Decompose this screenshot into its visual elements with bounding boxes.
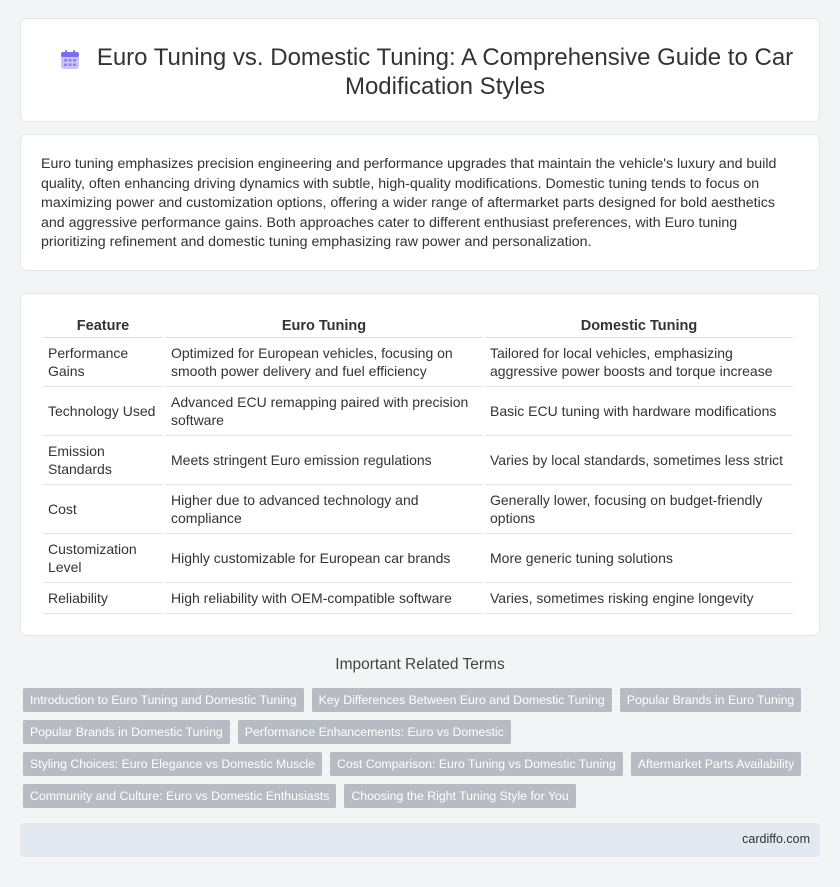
table-cell-domestic: Varies, sometimes risking engine longevity [485, 583, 793, 614]
table-cell-euro: Optimized for European vehicles, focusing on smooth power delivery and fuel efficiency [166, 338, 482, 387]
footer [20, 823, 820, 857]
comparison-card [20, 293, 820, 636]
related-term-tag[interactable]: Popular Brands in Domestic Tuning [23, 720, 230, 744]
column-header-domestic: Domestic Tuning [485, 316, 793, 338]
title-card [20, 18, 820, 122]
related-term-tag[interactable]: Key Differences Between Euro and Domestic Tuning [312, 688, 612, 712]
table-cell-feature: Technology Used [43, 387, 163, 436]
related-terms-heading: Important Related Terms [335, 656, 505, 673]
table-cell-domestic: Varies by local standards, sometimes less strict [485, 436, 793, 485]
footer-site-link[interactable]: cardiffo.com [742, 832, 810, 846]
table-cell-euro: Higher due to advanced technology and compliance [166, 485, 482, 534]
related-term-tag[interactable]: Popular Brands in Euro Tuning [620, 688, 801, 712]
intro-card [20, 134, 820, 271]
table-row [43, 534, 793, 583]
table-cell-feature: Customization Level [43, 534, 163, 583]
table-cell-euro: Meets stringent Euro emission regulations [166, 436, 482, 485]
table-cell-feature: Emission Standards [43, 436, 163, 485]
table-cell-feature: Cost [43, 485, 163, 534]
table-cell-domestic: Generally lower, focusing on budget-friendly options [485, 485, 793, 534]
table-row [43, 387, 793, 436]
related-terms-list [23, 688, 813, 808]
related-term-tag[interactable]: Choosing the Right Tuning Style for You [344, 784, 575, 808]
column-header-feature: Feature [43, 316, 163, 338]
table-cell-feature: Reliability [43, 583, 163, 614]
table-cell-euro: High reliability with OEM-compatible software [166, 583, 482, 614]
table-cell-feature: Performance Gains [43, 338, 163, 387]
table-row [43, 436, 793, 485]
comparison-table [40, 316, 796, 614]
table-row [43, 485, 793, 534]
table-cell-euro: Highly customizable for European car brands [166, 534, 482, 583]
table-cell-domestic: Tailored for local vehicles, emphasizing aggressive power boosts and torque increase [485, 338, 793, 387]
column-header-euro: Euro Tuning [166, 316, 482, 338]
table-cell-domestic: More generic tuning solutions [485, 534, 793, 583]
related-term-tag[interactable]: Cost Comparison: Euro Tuning vs Domestic Tuning [330, 752, 623, 776]
related-term-tag[interactable]: Introduction to Euro Tuning and Domestic Tuning [23, 688, 304, 712]
table-cell-euro: Advanced ECU remapping paired with precision software [166, 387, 482, 436]
related-term-tag[interactable]: Aftermarket Parts Availability [631, 752, 801, 776]
table-cell-domestic: Basic ECU tuning with hardware modifications [485, 387, 793, 436]
page-title: Euro Tuning vs. Domestic Tuning: A Comprehensive Guide to Car Modification Styles [96, 44, 794, 100]
intro-paragraph: Euro tuning emphasizes precision engineering and performance upgrades that maintain the vehicle's luxury and build quality, often enhancing driving dynamics with subtle, high-quality modifications. Domestic tuning tends to focus on maximizing power and customization options, offering a wider range of aftermarket parts designed for bold aesthetics and aggressive performance gains. Both approaches cater to different enthusiast preferences, with Euro tuning prioritizing refinement and domestic tuning emphasizing raw power and personalization. [41, 156, 777, 251]
table-header-row [43, 316, 793, 338]
related-term-tag[interactable]: Styling Choices: Euro Elegance vs Domestic Muscle [23, 752, 322, 776]
table-row [43, 583, 793, 614]
related-term-tag[interactable]: Performance Enhancements: Euro vs Domestic [238, 720, 511, 744]
calendar-icon [59, 49, 81, 71]
table-row [43, 338, 793, 387]
related-term-tag[interactable]: Community and Culture: Euro vs Domestic Enthusiasts [23, 784, 336, 808]
